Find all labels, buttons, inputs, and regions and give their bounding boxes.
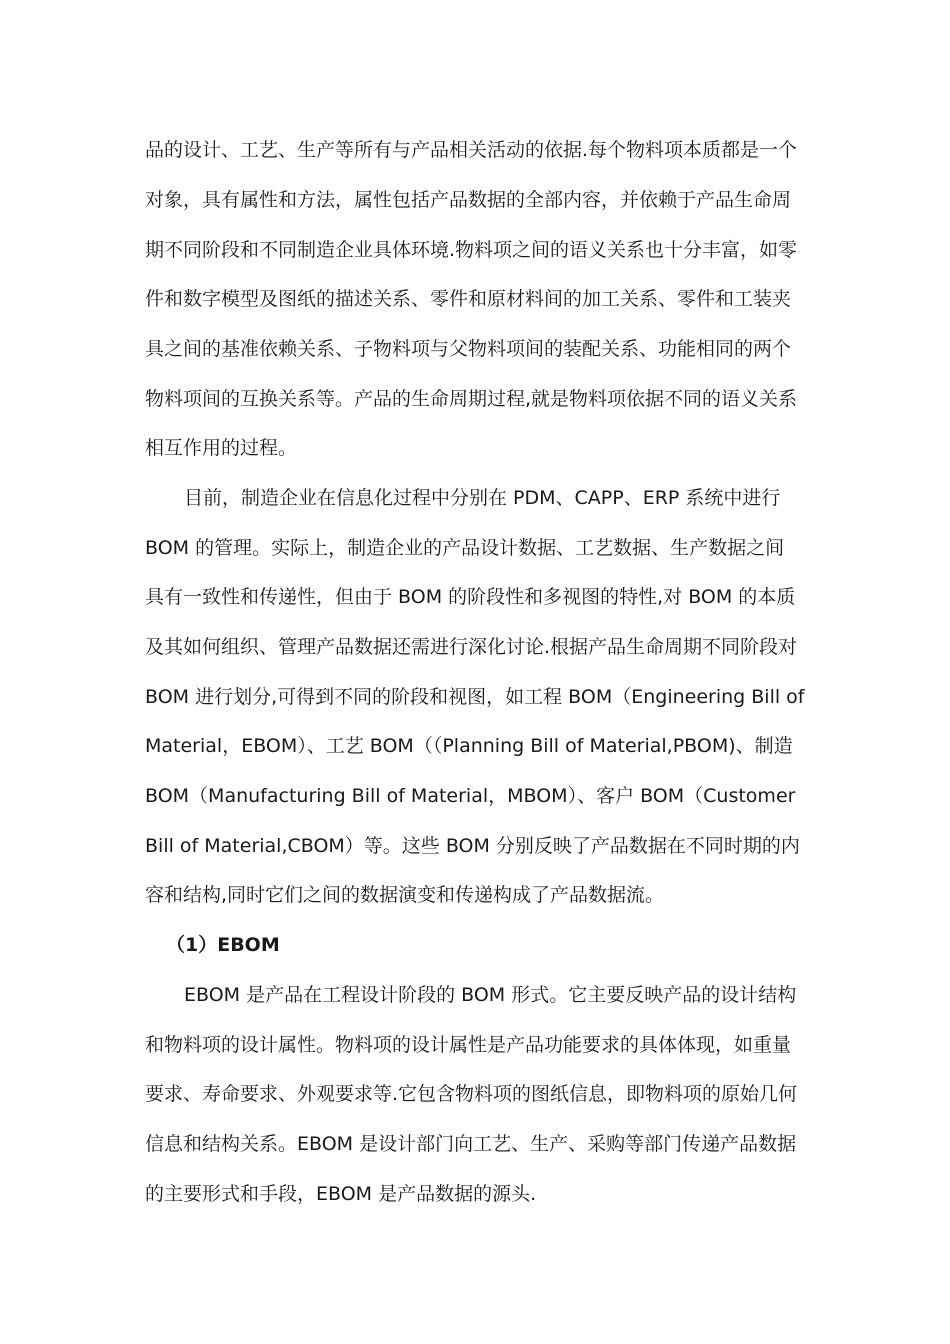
text-line: 及其如何组织、管理产品数据还需进行深化讨论.根据产品生命周期不同阶段对 bbox=[145, 636, 798, 658]
paragraph-first-line: EBOM 是产品在工程设计阶段的 BOM 形式。它主要反映产品的设计结构 bbox=[184, 984, 797, 1006]
text-line: 的主要形式和手段，EBOM 是产品数据的源头. bbox=[145, 1183, 537, 1205]
text-line: 相互作用的过程。 bbox=[145, 437, 298, 459]
section-heading: （1）EBOM bbox=[166, 934, 280, 956]
text-line: 信息和结构关系。EBOM 是设计部门向工艺、生产、采购等部门传递产品数据 bbox=[145, 1133, 797, 1155]
text-line: 要求、寿命要求、外观要求等.它包含物料项的图纸信息，即物料项的原始几何 bbox=[145, 1083, 798, 1105]
text-line: 对象，具有属性和方法，属性包括产品数据的全部内容，并依赖于产品生命周 bbox=[145, 189, 792, 211]
text-line: 具之间的基准依赖关系、子物料项与父物料项间的装配关系、功能相同的两个 bbox=[145, 338, 792, 360]
text-line: BOM 的管理。实际上，制造企业的产品设计数据、工艺数据、生产数据之间 bbox=[145, 537, 785, 559]
text-line: 物料项间的互换关系等。产品的生命周期过程,就是物料项依据不同的语义关系 bbox=[145, 388, 798, 410]
text-line: 件和数字模型及图纸的描述关系、零件和原材料间的加工关系、零件和工装夹 bbox=[145, 288, 792, 310]
text-line: 期不同阶段和不同制造企业具体环境.物料项之间的语义关系也十分丰富，如零 bbox=[145, 239, 798, 261]
text-line: 容和结构,同时它们之间的数据演变和传递构成了产品数据流。 bbox=[145, 884, 665, 906]
text-line: 品的设计、工艺、生产等所有与产品相关活动的依据.每个物料项本质都是一个 bbox=[145, 139, 798, 161]
text-line: 和物料项的设计属性。物料项的设计属性是产品功能要求的具体体现，如重量 bbox=[145, 1034, 792, 1056]
text-line: Material，EBOM）、工艺 BOM（（Planning Bill of Material,PBOM)、制造 bbox=[145, 735, 793, 757]
text-line: 具有一致性和传递性，但由于 BOM 的阶段性和多视图的特性,对 BOM 的本质 bbox=[145, 586, 796, 608]
paragraph-first-line: 目前，制造企业在信息化过程中分别在 PDM、CAPP、ERP 系统中进行 bbox=[184, 487, 781, 509]
text-line: BOM 进行划分,可得到不同的阶段和视图，如工程 BOM（Engineering Bill of bbox=[145, 686, 805, 708]
text-line: Bill of Material,CBOM）等。这些 BOM 分别反映了产品数据在不同时期的内 bbox=[145, 835, 800, 857]
text-line: BOM（Manufacturing Bill of Material，MBOM）、客户 BOM（Customer bbox=[145, 785, 796, 807]
